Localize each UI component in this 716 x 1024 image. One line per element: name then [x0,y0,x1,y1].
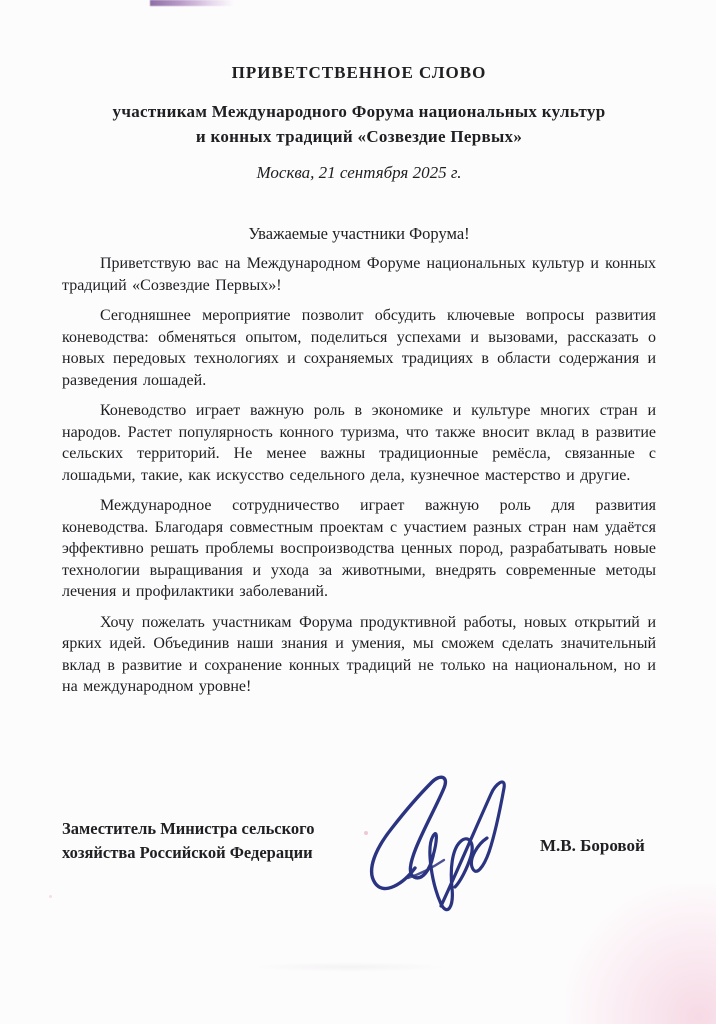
handwritten-signature-icon [348,756,523,926]
signer-name: М.В. Боровой [540,836,645,855]
signer-position-line-1: Заместитель Министра сельского [62,819,315,838]
subtitle-line-1: участникам Международного Форума национальных культур [112,102,606,121]
scan-smudge-corner-icon [566,884,716,1024]
letter-body [62,253,656,698]
letter-title: ПРИВЕТСТВЕННОЕ СЛОВО [231,63,487,82]
paragraph-international-cooperation: Международное сотрудничество играет важную роль для развития коневодства. Благодаря совместным проектам с участием разных стран нам удаётся эффективно решать проблемы воспроизводства ценных пород, разрабатывать новые технологии выращивания и ухода за животными, внедрять современные методы лечения и профилактики заболеваний. [62,497,656,600]
paragraph-horse-breeding-role: Коневодство играет важную роль в экономике и культуре многих стран и народов. Растет популярность конного туризма, что также вносит вклад в развитие сельских территорий. Не менее важны традиционные ремёсла, связанные с лошадьми, такие, как искусство седельного дела, кузнечное мастерство и другие. [62,402,656,484]
letter-subtitle [62,99,656,149]
salutation: Уважаемые участники Форума! [248,224,470,243]
ink-speck-icon [49,895,52,898]
signer-position [62,817,315,865]
scan-smudge-bottom-icon [250,962,450,972]
subtitle-line-2: и конных традиций «Созвездие Первых» [195,127,523,146]
dateline: Москва, 21 сентября 2025 г. [256,163,462,182]
letter-content [62,0,656,707]
paragraph-greeting: Приветствую вас на Международном Форуме национальных культур и конных традиций «Созвездие Первых»! [62,255,656,294]
signer-position-line-2: хозяйства Российской Федерации [62,843,313,862]
paragraph-event-purpose: Сегодняшнее мероприятие позволит обсудить ключевые вопросы развития коневодства: обменяться опытом, поделиться успехами и вызовами, рассказать о новых передовых технологиях и сохраняемых традициях в области содержания и разведения лошадей. [62,307,656,389]
paragraph-wishes: Хочу пожелать участникам Форума продуктивной работы, новых открытий и ярких идей. Объединив наши знания и умения, мы сможем сделать значительный вклад в развитие и сохранение конных традиций не только на национальном, но и на международном уровне! [62,613,656,695]
